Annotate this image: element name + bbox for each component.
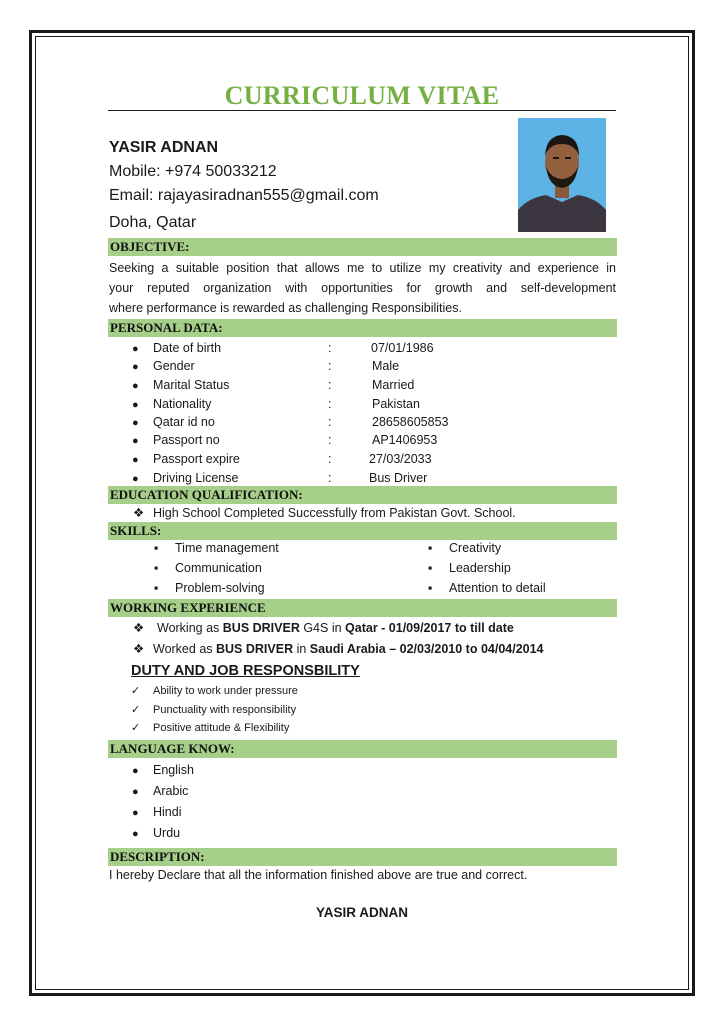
- square-bullet-icon: ▪: [428, 581, 433, 595]
- document-title: CURRICULUM VITAE: [224, 81, 500, 110]
- personal-label: Passport expire: [153, 452, 240, 466]
- personal-value: Male: [372, 359, 400, 373]
- declaration-text: I hereby Declare that all the information finished above are true and correct.: [109, 868, 528, 882]
- email-address: Email: rajayasiradnan555@gmail.com: [109, 187, 379, 204]
- experience-item: Worked as BUS DRIVER in Saudi Arabia – 02/03/2010 to 04/04/2014: [153, 642, 544, 656]
- personal-label: Nationality: [153, 397, 212, 411]
- skill-item: Communication: [175, 561, 262, 575]
- personal-label: Passport no: [153, 433, 220, 447]
- personal-separator: :: [328, 433, 332, 447]
- diamond-bullet-icon: ❖: [133, 621, 145, 635]
- language-item: Hindi: [153, 805, 182, 819]
- personal-value: AP1406953: [372, 433, 438, 447]
- language-item: English: [153, 763, 194, 777]
- language-item: Urdu: [153, 826, 181, 840]
- section-header-objective: OBJECTIVE:: [108, 238, 617, 256]
- check-icon: ✓: [131, 722, 141, 734]
- personal-value: 28658605853: [372, 415, 449, 429]
- duty-heading: DUTY AND JOB RESPONSBILITY: [131, 663, 360, 679]
- list-item: ●: [132, 473, 139, 485]
- personal-value: Pakistan: [372, 397, 420, 411]
- personal-separator: :: [328, 378, 332, 392]
- skill-item: Leadership: [449, 561, 511, 575]
- section-header-languages: LANGUAGE KNOW:: [108, 740, 617, 758]
- square-bullet-icon: ▪: [154, 581, 159, 595]
- check-icon: ✓: [131, 704, 141, 716]
- diamond-bullet-icon: ❖: [133, 642, 145, 656]
- personal-label: Date of birth: [153, 341, 222, 355]
- check-icon: ✓: [131, 685, 141, 697]
- square-bullet-icon: ▪: [154, 561, 159, 575]
- personal-separator: :: [328, 471, 332, 485]
- signature-name: YASIR ADNAN: [315, 905, 408, 920]
- duty-item: Punctuality with responsibility: [153, 704, 297, 716]
- section-header-description: DESCRIPTION:: [108, 848, 617, 866]
- skill-item: Problem-solving: [175, 581, 265, 595]
- personal-value: 27/03/2033: [369, 452, 432, 466]
- candidate-name: YASIR ADNAN: [109, 139, 219, 156]
- diamond-bullet-icon: ❖: [133, 506, 145, 520]
- personal-label: Qatar id no: [153, 415, 215, 429]
- list-item: ●: [132, 807, 139, 819]
- square-bullet-icon: ▪: [154, 541, 159, 555]
- list-item: ●: [132, 765, 139, 777]
- mobile-number: Mobile: +974 50033212: [109, 163, 277, 180]
- section-header-skills: SKILLS:: [108, 522, 617, 540]
- list-item: ●: [132, 380, 139, 392]
- personal-separator: :: [328, 415, 332, 429]
- list-item: ●: [132, 828, 139, 840]
- square-bullet-icon: ▪: [428, 541, 433, 555]
- duty-item: Positive attitude & Flexibility: [153, 722, 290, 734]
- education-item: High School Completed Successfully from Pakistan Govt. School.: [153, 506, 516, 520]
- section-header-education: EDUCATION QUALIFICATION:: [108, 486, 617, 504]
- personal-label: Gender: [153, 359, 195, 373]
- skill-item: Creativity: [449, 541, 502, 555]
- list-item: ●: [132, 361, 139, 373]
- section-header-experience: WORKING EXPERIENCE: [108, 599, 617, 617]
- list-item: ●: [132, 417, 139, 429]
- objective-text: Seeking a suitable position that allows me to utilize my creativity and experience in your reputed organization with opportunities for growth and self-development where performance is rewarded as challenging Responsibilities.: [109, 261, 616, 315]
- personal-separator: :: [328, 359, 332, 373]
- personal-separator: :: [328, 397, 332, 411]
- personal-value: Bus Driver: [369, 471, 428, 485]
- skill-item: Time management: [175, 541, 279, 555]
- section-header-personal-data: PERSONAL DATA:: [108, 319, 617, 337]
- title-rule: [108, 110, 616, 111]
- list-item: ●: [132, 435, 139, 447]
- language-item: Arabic: [153, 784, 189, 798]
- location: Doha, Qatar: [109, 214, 197, 231]
- square-bullet-icon: ▪: [428, 561, 433, 575]
- list-item: ●: [132, 454, 139, 466]
- list-item: ●: [132, 399, 139, 411]
- skill-item: Attention to detail: [449, 581, 546, 595]
- personal-label: Driving License: [153, 471, 239, 485]
- personal-separator: :: [328, 341, 332, 355]
- duty-item: Ability to work under pressure: [153, 685, 298, 697]
- personal-value: 07/01/1986: [371, 341, 434, 355]
- personal-separator: :: [328, 452, 332, 466]
- experience-item: Working as BUS DRIVER G4S in Qatar - 01/09/2017 to till date: [157, 621, 514, 635]
- list-item: ●: [132, 786, 139, 798]
- personal-label: Marital Status: [153, 378, 230, 392]
- list-item: ●: [132, 343, 139, 355]
- personal-value: Married: [372, 378, 415, 392]
- profile-photo: [518, 118, 606, 232]
